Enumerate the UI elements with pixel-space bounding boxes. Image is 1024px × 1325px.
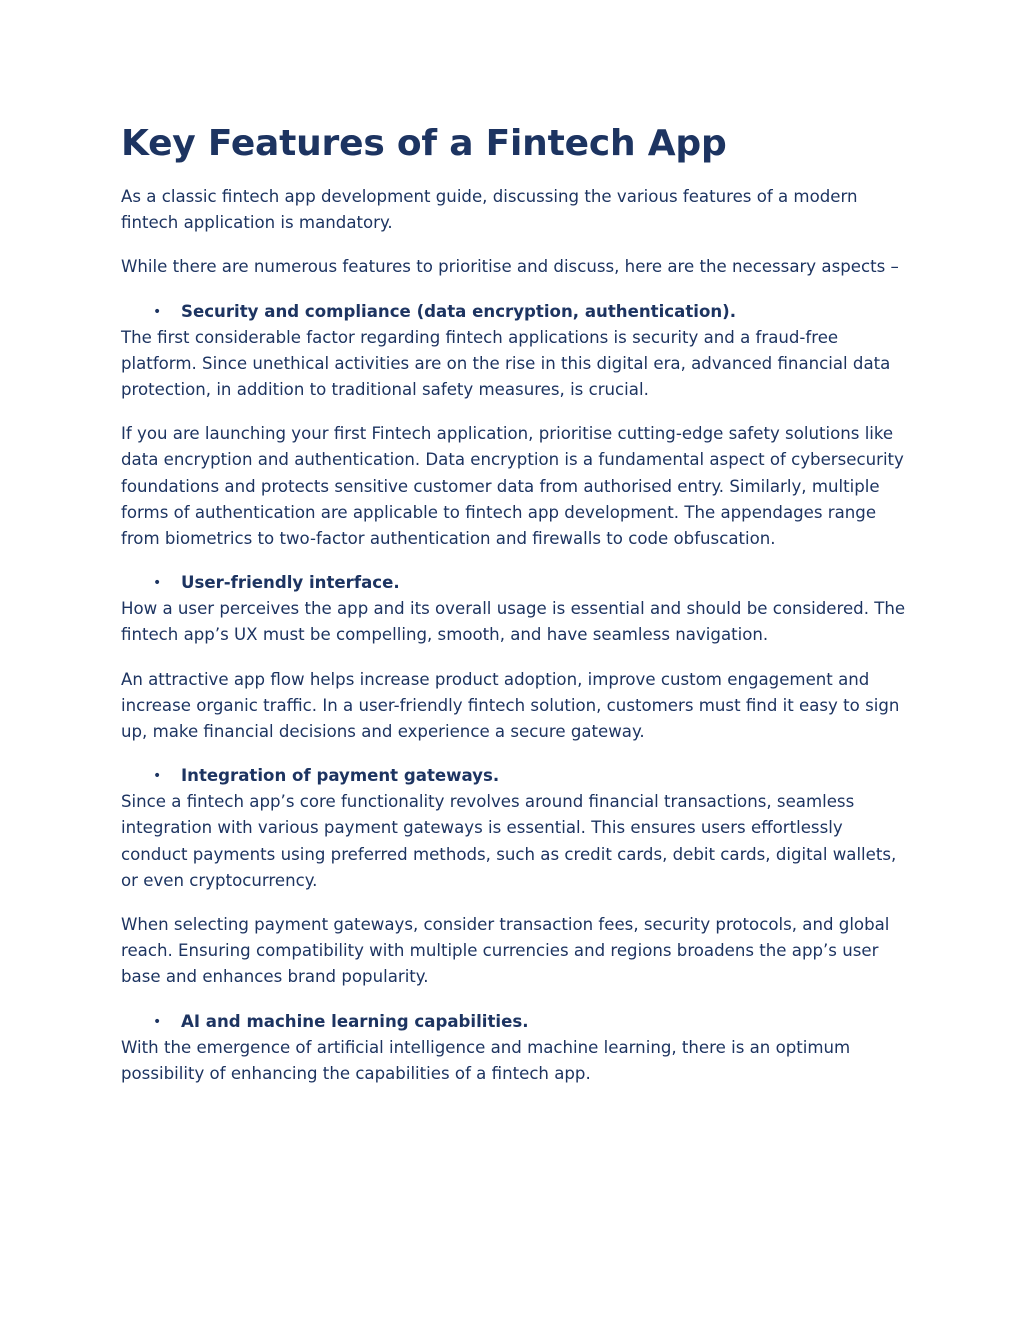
body-paragraph: The first considerable factor regarding fintech applications is security and a fraud-free platform. Since unethical activities are on the rise in this digital era, advanced financial data protection, in addition to traditional safety measures, is crucial. xyxy=(121,327,891,400)
body-paragraph: When selecting payment gateways, consider transaction fees, security protocols, and global reach. Ensuring compatibility with multiple currencies and regions broadens the app’s user base and enhances brand popularity. xyxy=(121,915,890,987)
bullet-icon: • xyxy=(153,575,162,592)
section-heading: Security and compliance (data encryption, authentication). xyxy=(181,301,737,321)
section-heading: User-friendly interface. xyxy=(181,573,400,593)
bullet-icon: • xyxy=(153,303,162,320)
body-paragraph: If you are launching your first Fintech application, prioritise cutting-edge safety solutions like data encryption and authentication. Data encryption is a fundamental aspect of cybersecurity foundations and protects sensitive customer data from authorised entry. Similarly, multiple forms of authentication are applicable to fintech app development. The appendages range from biometrics to two-factor authentication and firewalls to code obfuscation. xyxy=(121,424,904,549)
document-page xyxy=(121,118,911,1087)
body-paragraph: How a user perceives the app and its overall usage is essential and should be considered. The fintech app’s UX must be compelling, smooth, and have seamless navigation. xyxy=(121,599,906,645)
body-paragraph: An attractive app flow helps increase product adoption, improve custom engagement and increase organic traffic. In a user-friendly fintech solution, customers must find it easy to sign up, make financial decisions and experience a secure gateway. xyxy=(121,669,900,742)
page-title: Key Features of a Fintech App xyxy=(121,123,727,164)
intro-paragraph: While there are numerous features to prioritise and discuss, here are the necessary aspects – xyxy=(121,257,899,277)
bullet-icon: • xyxy=(153,768,162,785)
section-bullet xyxy=(121,1009,911,1035)
section-bullet xyxy=(121,299,911,325)
body-paragraph: With the emergence of artificial intelligence and machine learning, there is an optimum possibility of enhancing the capabilities of a fintech app. xyxy=(121,1037,851,1083)
section-bullet xyxy=(121,763,911,789)
body-paragraph: Since a fintech app’s core functionality revolves around financial transactions, seamless integration with various payment gateways is essential. This ensures users effortlessly conduct payments using preferred methods, such as credit cards, debit cards, digital wallets, or even cryptocurrency. xyxy=(121,792,897,890)
bullet-icon: • xyxy=(153,1013,162,1030)
section-bullet xyxy=(121,570,911,596)
intro-paragraph: As a classic fintech app development guide, discussing the various features of a modern fintech application is mandatory. xyxy=(121,187,858,233)
section-heading: AI and machine learning capabilities. xyxy=(181,1011,529,1031)
section-heading: Integration of payment gateways. xyxy=(181,766,500,786)
